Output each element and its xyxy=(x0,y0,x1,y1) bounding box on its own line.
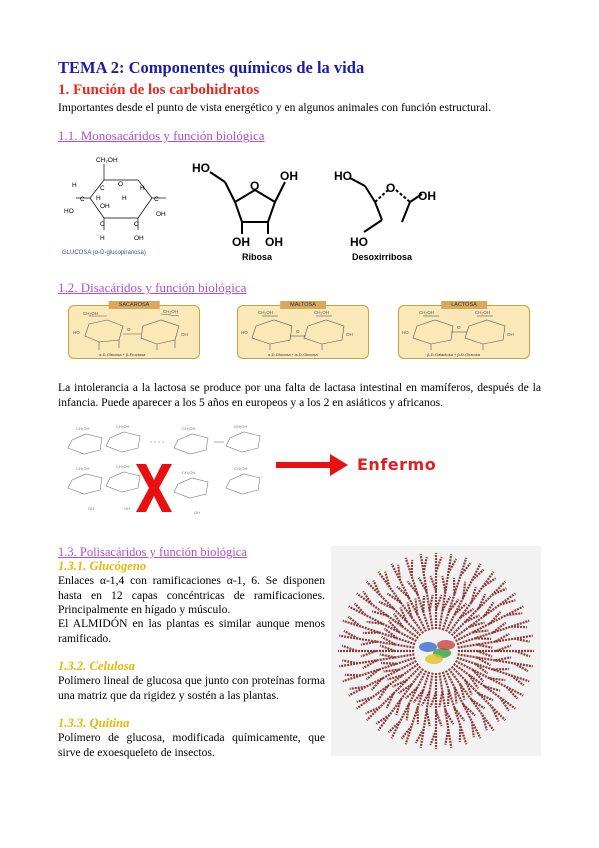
glucogeno-text: Enlaces α-1,4 con ramificaciones α-1, 6. Se disponen hasta en 12 capas concéntricas de ramificaciones. Principalmente en hígado y músculo. xyxy=(58,574,325,617)
maltosa-footer: α-D-Glucosa + α-D-Glucosa xyxy=(268,352,318,357)
svg-text:C: C xyxy=(80,196,85,203)
svg-text:OH: OH xyxy=(418,189,436,203)
svg-text:C: C xyxy=(154,196,159,203)
sacarosa-footer: α-D-Glucosa + β-Fructosa xyxy=(99,352,146,357)
svg-text:HO: HO xyxy=(73,330,80,335)
lactose-paragraph: La intolerancia a la lactosa se produce por una falta de lactasa intestinal en mamíferos, después de la infancia. Puede aparecer a los 5 años en europeos y a los 2 en asiáticos y africanos. xyxy=(58,381,541,409)
svg-text:OH: OH xyxy=(134,235,144,242)
svg-text:CH₂OH: CH₂OH xyxy=(234,424,248,429)
ribosa-caption: Ribosa xyxy=(242,252,273,262)
svg-text:O: O xyxy=(127,327,131,332)
svg-text:O: O xyxy=(118,181,124,188)
glucosa-caption: GLUCOSA (α-D-glucopiranosa) xyxy=(62,250,146,256)
svg-text:OH: OH xyxy=(124,506,130,511)
lactosa-title: LACTOSA xyxy=(441,301,487,309)
svg-text:O: O xyxy=(386,181,396,195)
sacarosa-title: SACAROSA xyxy=(109,301,160,309)
glucogeno-image xyxy=(331,546,541,756)
glucogenina-core xyxy=(419,640,455,664)
lactosa-footer: β-D-Galactosa + β-D-Glucosa xyxy=(427,352,480,357)
svg-text:CH₂OH: CH₂OH xyxy=(116,464,130,469)
svg-text:CH₂OH: CH₂OH xyxy=(314,310,329,315)
subheading-disacaridos: 1.2. Disacáridos y función biológica xyxy=(58,280,247,295)
svg-text:OH: OH xyxy=(181,332,188,337)
celulosa-text: Polímero lineal de glucosa que junto con proteínas forma una matriz que da rigidez y sostén a las plantas. xyxy=(58,674,325,702)
glucosa-structure xyxy=(60,150,180,260)
red-arrow-icon xyxy=(276,454,348,476)
svg-text:CH₂OH: CH₂OH xyxy=(96,157,118,164)
svg-text:OH: OH xyxy=(232,235,250,249)
svg-text:CH₂OH: CH₂OH xyxy=(76,466,90,471)
desoxirribosa-caption: Desoxirribosa xyxy=(352,252,413,262)
svg-text:CH₂OH: CH₂OH xyxy=(419,310,434,315)
almidon-text: El ALMIDÓN en las plantas es similar aunque menos ramificado. xyxy=(58,617,325,645)
heading-celulosa: 1.3.2. Celulosa xyxy=(58,659,135,673)
heading-glucogeno: 1.3.1. Glucógeno xyxy=(58,559,147,573)
subheading-polisacaridos: 1.3. Polisacáridos y función biológica xyxy=(58,545,247,559)
glucogeno-molecule xyxy=(331,546,541,756)
svg-text:OH: OH xyxy=(194,510,200,515)
svg-text:OH: OH xyxy=(265,235,283,249)
svg-text:CH₂OH: CH₂OH xyxy=(116,424,130,429)
svg-text:CH₂OH: CH₂OH xyxy=(258,310,273,315)
lactose-intolerance-diagram xyxy=(58,420,458,530)
svg-text:HO: HO xyxy=(334,169,352,183)
svg-text:HO: HO xyxy=(350,235,368,249)
svg-text:H: H xyxy=(140,185,145,192)
svg-text:OH: OH xyxy=(507,332,514,337)
svg-text:CH₂OH: CH₂OH xyxy=(163,309,178,314)
maltosa-structure xyxy=(238,306,368,358)
svg-text:O: O xyxy=(250,179,260,193)
lactosa-box xyxy=(398,302,530,359)
svg-text:O: O xyxy=(296,329,300,334)
svg-text:O: O xyxy=(457,325,461,330)
svg-text:HO: HO xyxy=(192,161,210,175)
svg-text:C: C xyxy=(100,185,105,192)
svg-text:H: H xyxy=(100,235,105,242)
maltosa-box xyxy=(237,302,369,359)
svg-text:C: C xyxy=(134,221,139,228)
quitina-text: Polímero de glucosa, modificada químicamente, que sirve de exoesqueleto de insectos. xyxy=(58,731,325,759)
svg-text:OH: OH xyxy=(346,332,353,337)
enfermo-label: Enfermo xyxy=(357,455,437,474)
svg-text:C: C xyxy=(100,221,105,228)
svg-text:CH₂OH: CH₂OH xyxy=(76,426,90,431)
svg-text:CH₂OH: CH₂OH xyxy=(475,310,490,315)
svg-text:H: H xyxy=(122,195,127,202)
svg-text:CH₂OH: CH₂OH xyxy=(182,470,196,475)
svg-text:OH: OH xyxy=(280,169,298,183)
desoxirribosa-structure xyxy=(330,150,450,265)
intro-paragraph: Importantes desde el punto de vista energético y en algunos animales con función estructural. xyxy=(58,101,492,114)
maltosa-title: MALTOSA xyxy=(280,301,326,309)
svg-text:HO: HO xyxy=(402,330,409,335)
heading-quitina: 1.3.3. Quitina xyxy=(58,716,130,730)
svg-text:OH: OH xyxy=(156,211,166,218)
section-heading-carbohidratos: 1. Función de los carbohidratos xyxy=(58,82,260,98)
svg-text:OH: OH xyxy=(100,203,110,210)
subheading-monosacaridos: 1.1. Monosacáridos y función biológica xyxy=(58,128,265,143)
sacarosa-structure xyxy=(69,306,199,358)
svg-text:HO: HO xyxy=(64,208,74,215)
page-title: TEMA 2: Componentes químicos de la vida xyxy=(58,58,365,77)
svg-text:H: H xyxy=(96,195,101,202)
svg-text:CH₂OH: CH₂OH xyxy=(83,311,98,316)
sacarosa-box xyxy=(68,302,200,359)
svg-text:CH₂OH: CH₂OH xyxy=(182,426,196,431)
lactosa-structure xyxy=(399,306,529,358)
svg-text:OH: OH xyxy=(88,506,94,511)
red-x-icon xyxy=(136,464,172,512)
svg-text:CH₂OH: CH₂OH xyxy=(234,466,248,471)
ribosa-structure xyxy=(190,150,310,265)
svg-text:H: H xyxy=(72,182,77,189)
svg-text:HO: HO xyxy=(241,330,248,335)
